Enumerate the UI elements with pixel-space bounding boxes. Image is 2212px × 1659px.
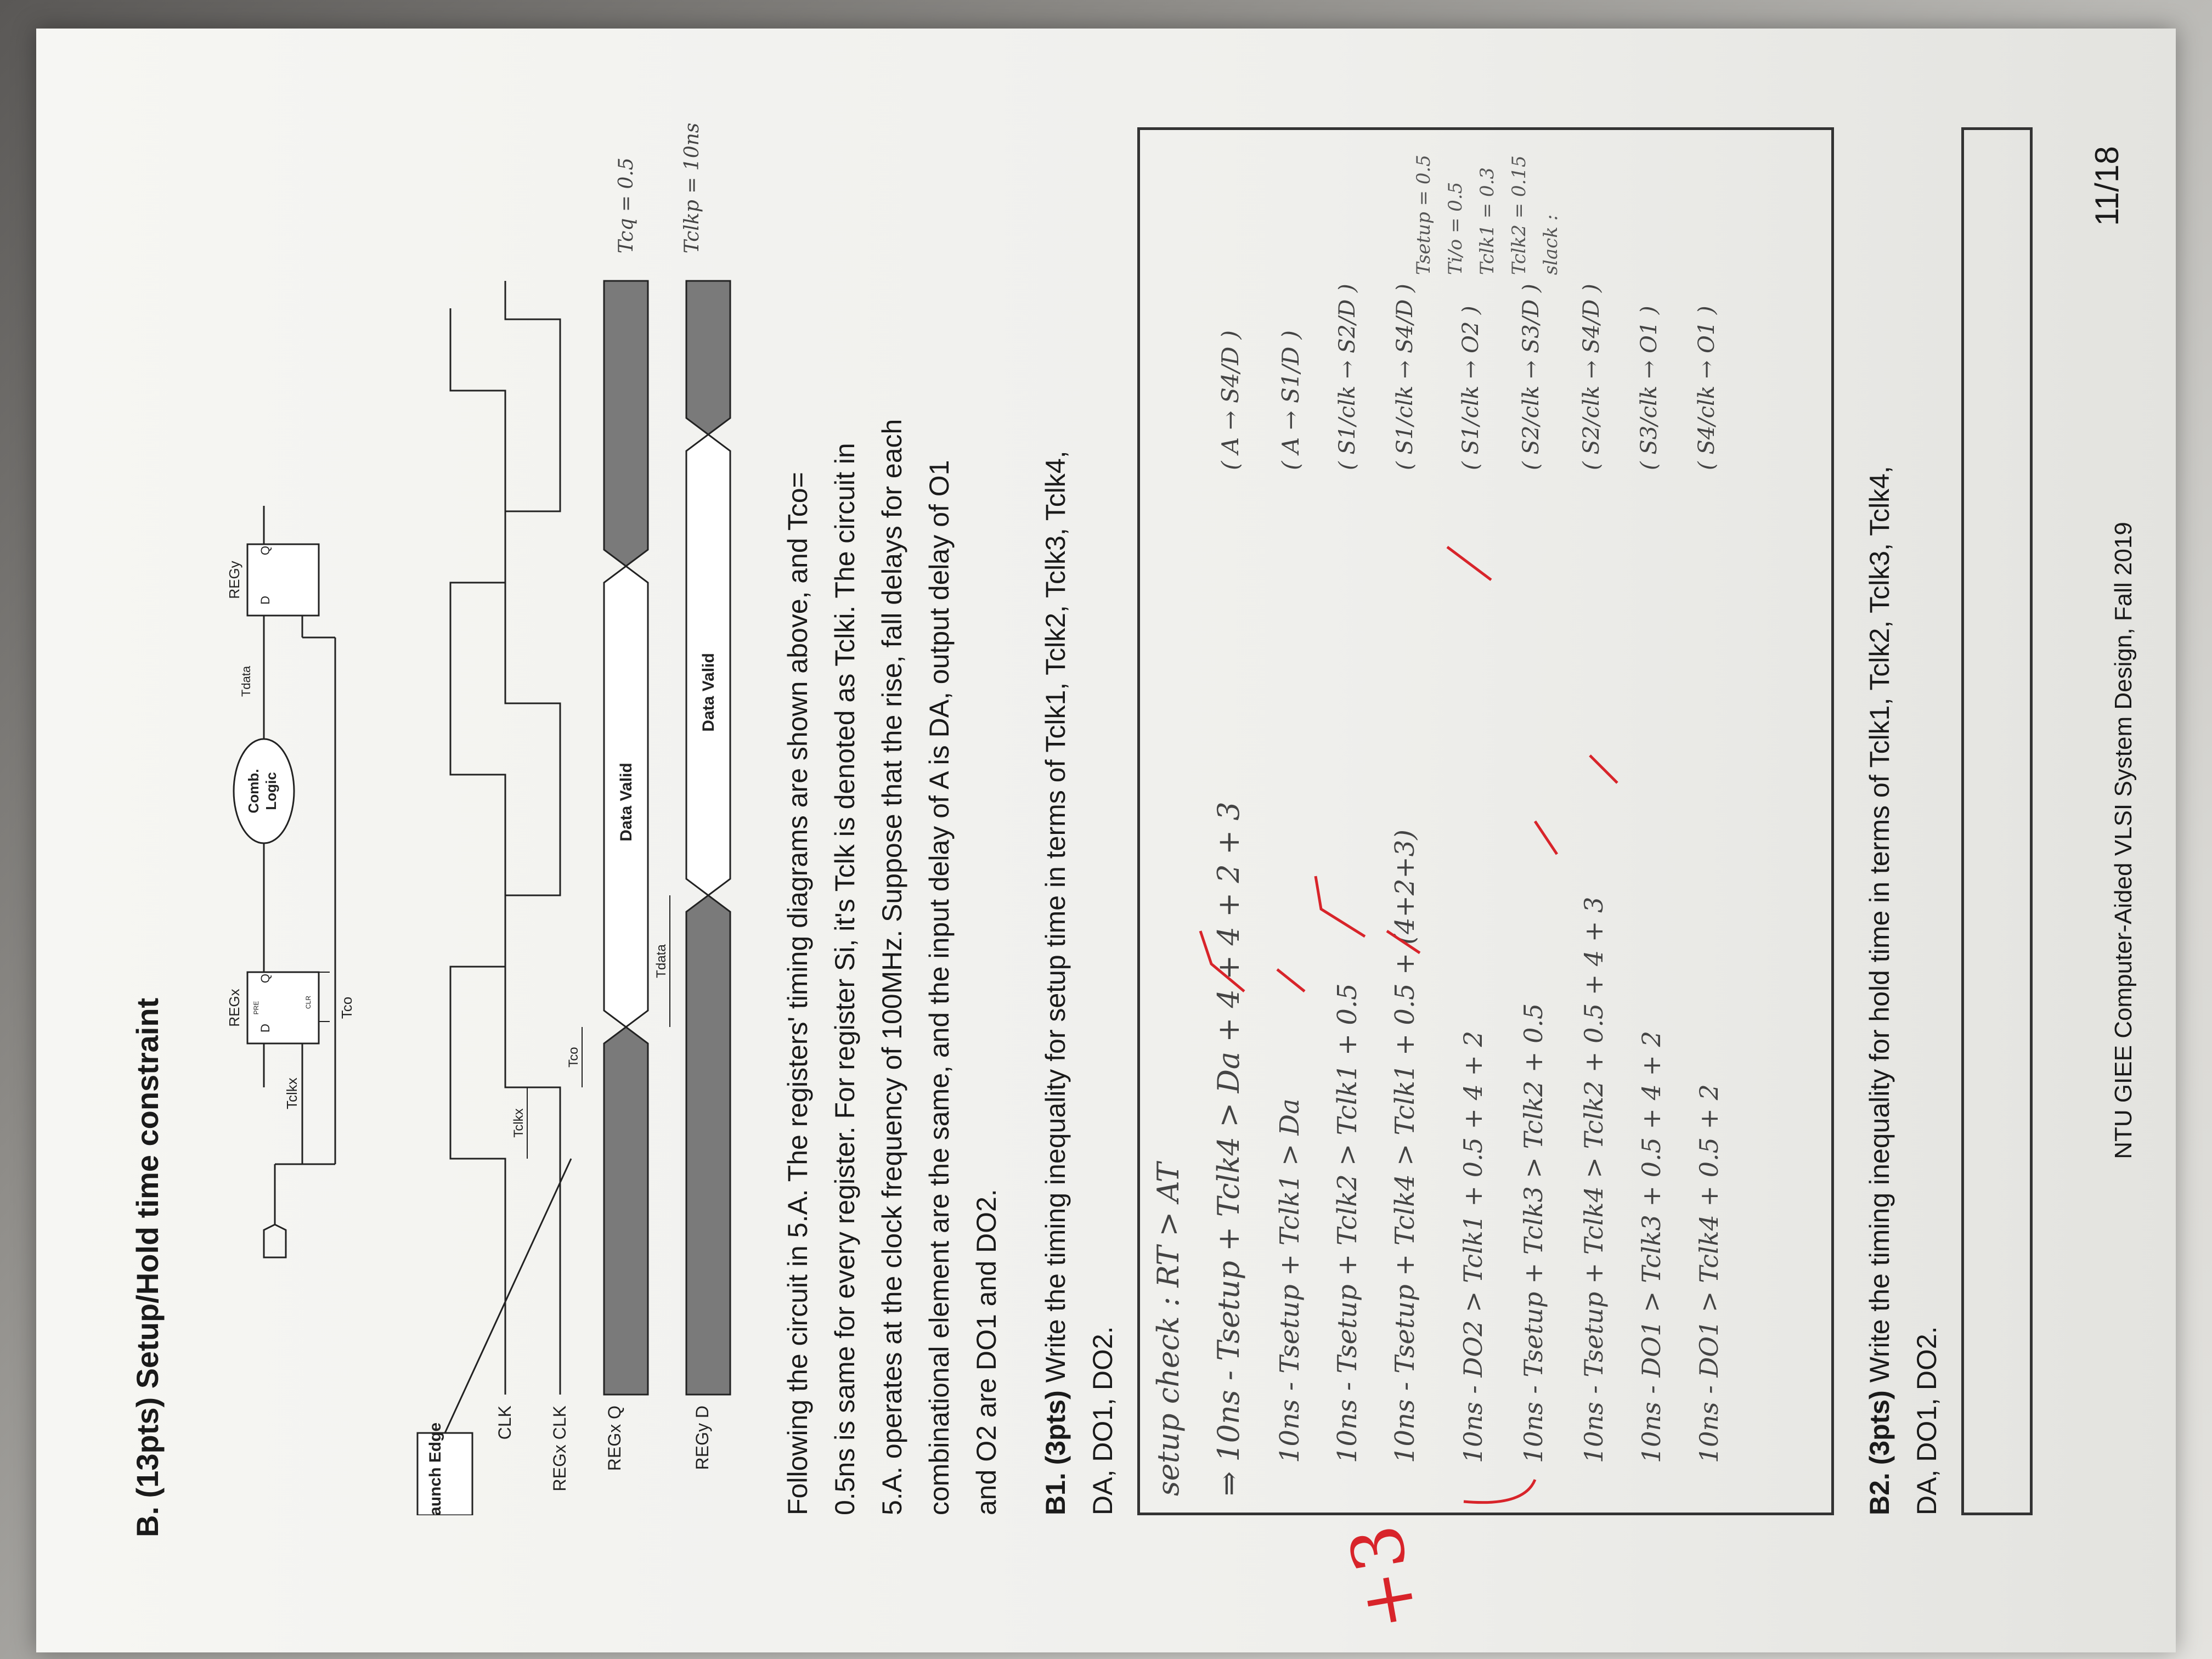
check-mark-1: [1200, 931, 1244, 991]
check-mark-5: [1447, 547, 1491, 580]
data-valid-2: Data Valid: [699, 653, 718, 732]
hw-line-5: 10ns - DO2 > Tclk1 + 0.5 + 4 + 2: [1458, 1031, 1488, 1463]
question-b2: [1856, 133, 1950, 1515]
margin-note-1: Tsetup = 0.5: [1413, 155, 1435, 275]
regx-d-pin: D: [258, 1024, 272, 1032]
hw-arrow: ⇒: [1211, 1471, 1246, 1496]
launch-edge-label: Launch Edge: [426, 1422, 444, 1515]
regy-d-label: REGy D: [692, 1406, 712, 1470]
clk-waveform: [450, 308, 505, 1395]
hw-note-1: ( A → S4/D ): [1217, 330, 1244, 470]
note-tcq: Tcq = 0.5: [615, 157, 637, 253]
para-line-3: 5.A. operates at the clock frequency of 100MHz. Suppose that the rise, fall delays for each: [877, 419, 907, 1515]
para-line-2: 0.5ns is same for every register. For register Si, it's Tclk is denoted as Tclki. The circuit in: [830, 443, 860, 1515]
check-mark-2: [1277, 969, 1305, 991]
answer-box-b1[interactable]: [1137, 127, 1834, 1515]
b1-vars: DA, DO1, DO2.: [1087, 1326, 1118, 1515]
margin-note-5: slack :: [1540, 214, 1562, 275]
regx-q-invalid: [604, 1027, 648, 1395]
red-check-marks: [1140, 130, 1831, 1513]
data-valid-1: Data Valid: [617, 763, 635, 842]
regx-q-pin: Q: [258, 973, 272, 983]
hw-line-1: 10ns - Tsetup + Tclk4 > Da + 4 + 4 + 2 + 3: [1211, 802, 1246, 1462]
regy-d-invalid: [686, 895, 730, 1395]
hw-line-0: setup check : RT > AT: [1151, 1163, 1186, 1496]
grade-mark: +3: [1333, 1519, 1434, 1637]
tdata-top-label: Tdata: [239, 665, 253, 697]
page-content: [129, 122, 2033, 1537]
comb-logic-label-2: Logic: [263, 772, 279, 810]
hw-note-4: ( S1/clk → S4/D ): [1392, 284, 1418, 470]
tclkx-label: Tclkx: [511, 1108, 526, 1138]
problem-paragraph: [774, 155, 1010, 1515]
clock-source-icon: [264, 1224, 286, 1257]
regx-label: REGx: [226, 989, 242, 1027]
hw-line-4: 10ns - Tsetup + Tclk4 > Tclk1 + 0.5 + (4+2+3): [1390, 830, 1420, 1463]
margin-note-2: Ti/o = 0.5: [1444, 182, 1466, 275]
page-footer: NTU GIEE Computer-Aided VLSI System Design, Fall 2019: [2110, 522, 2137, 1159]
para-line-5: and O2 are DO1 and DO2.: [971, 1189, 1002, 1515]
hw-note-3: ( S1/clk → S2/D ): [1335, 284, 1360, 470]
note-tclkp: Tclkp = 10ns: [681, 122, 703, 253]
section-title: B. (13pts) Setup/Hold time constraint: [130, 997, 165, 1537]
clk-label: CLK: [495, 1406, 515, 1440]
tdata-label: Tdata: [654, 944, 669, 978]
hw-line-8: 10ns - DO1 > Tclk3 + 0.5 + 4 + 2: [1637, 1031, 1666, 1463]
margin-notes: [1408, 155, 1567, 275]
b2-label: B2. (3pts): [1864, 1390, 1895, 1515]
hw-note-7: ( S2/clk → S4/D ): [1579, 284, 1604, 470]
b2-vars: DA, DO1, DO2.: [1911, 1326, 1942, 1515]
regy-d-pin: D: [258, 596, 272, 605]
para-line-1: Following the circuit in 5.A. The registers' timing diagrams are shown above, and Tco=: [782, 472, 813, 1515]
regy-q-pin: Q: [258, 545, 272, 555]
hw-line-6: 10ns - Tsetup + Tclk3 > Tclk2 + 0.5: [1519, 1003, 1548, 1463]
check-mark-3: [1316, 876, 1365, 936]
para-line-4: combinational element are the same, and the input delay of A is DA, output delay of O1: [924, 460, 955, 1515]
hw-line-2: 10ns - Tsetup + Tclk1 > Da: [1274, 1098, 1305, 1463]
timing-diagram-svg: [187, 144, 758, 1515]
b1-label: B1. (3pts): [1040, 1390, 1071, 1515]
bracket-mark: [1464, 1480, 1535, 1503]
hw-line-7: 10ns - Tsetup + Tclk4 > Tclk2 + 0.5 + 4 + 3: [1579, 896, 1609, 1463]
launch-edge-box: [417, 1433, 472, 1515]
launch-edge-pointer: [445, 1159, 571, 1433]
hw-line-3: 10ns - Tsetup + Tclk2 > Tclk1 + 0.5: [1332, 983, 1363, 1463]
hw-note-2: ( A → S1/D ): [1277, 330, 1304, 470]
comb-logic-label-1: Comb.: [245, 769, 262, 814]
exam-page: [36, 29, 2176, 1652]
regx-pre-pin: PRE: [252, 1001, 260, 1015]
hw-note-6: ( S2/clk → S3/D ): [1519, 284, 1544, 470]
b1-text: Write the timing inequality for setup time in terms of Tclk1, Tclk2, Tclk3, Tclk4,: [1040, 450, 1071, 1383]
b2-text: Write the timing inequality for hold time in terms of Tclk1, Tclk2, Tclk3, Tclk4,: [1864, 466, 1895, 1383]
margin-note-4: Tclk2 = 0.15: [1508, 155, 1530, 275]
regx-q-label: REGx Q: [605, 1406, 624, 1471]
question-b1: [1032, 133, 1126, 1515]
tco-label: Tco: [566, 1047, 581, 1068]
answer-box-b2[interactable]: [1961, 127, 2033, 1515]
regy-label: REGy: [226, 561, 242, 599]
hw-note-5: ( S1/clk → O2 ): [1458, 306, 1483, 470]
hw-line-9: 10ns - DO1 > Tclk4 + 0.5 + 2: [1694, 1084, 1724, 1463]
margin-note-3: Tclk1 = 0.3: [1476, 167, 1498, 275]
timing-diagram: [187, 122, 758, 1515]
hw-note-8: ( S3/clk → O1 ): [1637, 306, 1662, 470]
hw-note-9: ( S4/clk → O1 ): [1694, 306, 1719, 470]
tclkx-top-label: Tclkx: [284, 1077, 300, 1109]
page-number: 11/18: [2089, 146, 2125, 226]
check-mark-4: [1387, 931, 1420, 953]
check-mark-7: [1590, 755, 1617, 783]
regx-clk-label: REGx CLK: [550, 1406, 569, 1492]
check-mark-6: [1535, 821, 1557, 854]
regx-clk-waveform: [505, 281, 560, 1395]
regx-clr-pin: CLR: [304, 995, 312, 1009]
tco-top-label: Tco: [338, 996, 355, 1019]
